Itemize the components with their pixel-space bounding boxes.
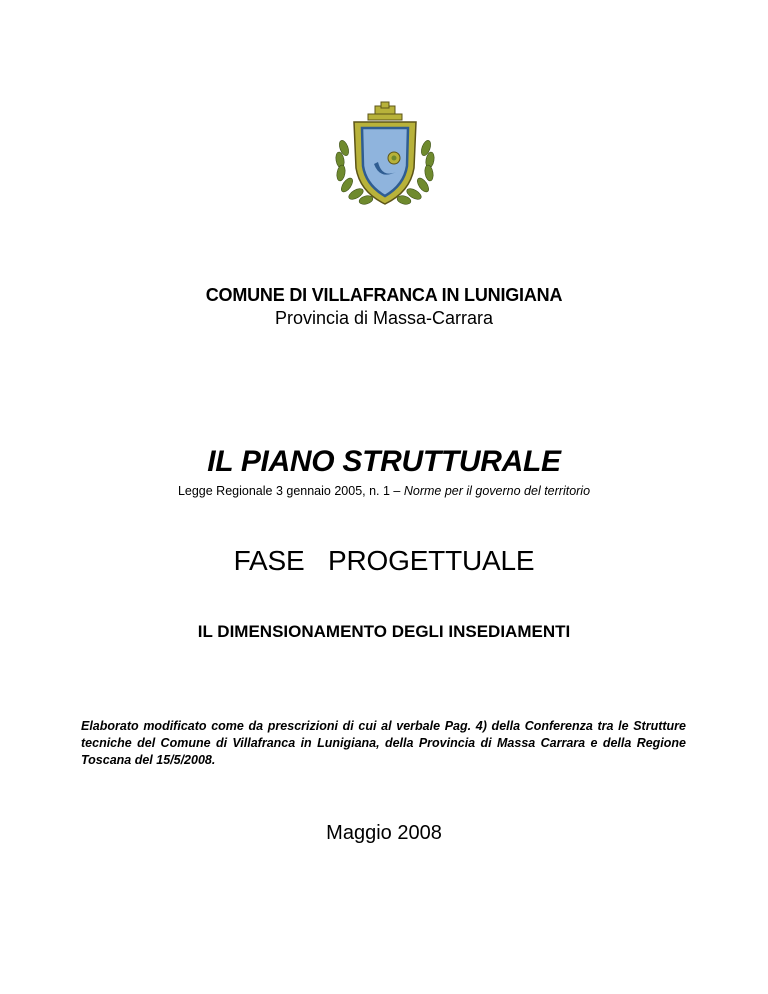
phase-heading: FASE PROGETTUALE: [233, 545, 535, 576]
law-reference-prefix: Legge Regionale 3 gennaio 2005, n. 1 –: [177, 484, 404, 498]
law-reference-title: Norme per il governo del territorio: [403, 484, 591, 498]
province-name: Provincia di Massa-Carrara: [274, 308, 494, 328]
coat-of-arms-icon: [330, 100, 440, 210]
document-title: IL PIANO STRUTTURALE: [207, 445, 561, 478]
subject-heading: IL DIMENSIONAMENTO DEGLI INSEDIAMENTI: [197, 622, 571, 641]
municipality-name: COMUNE DI VILLAFRANCA IN LUNIGIANA: [205, 285, 563, 305]
revision-note: Elaborato modificato come da prescrizioni di cui al verbale Pag. 4) della Conferenza tra le Strutture tecniche del Comune di Villafranca in Lunigiana, della Provincia di Massa Carrara e della Regione Toscana del 15/5/2008.: [81, 719, 686, 767]
document-date: Maggio 2008: [326, 822, 442, 844]
law-reference: [0, 484, 768, 498]
